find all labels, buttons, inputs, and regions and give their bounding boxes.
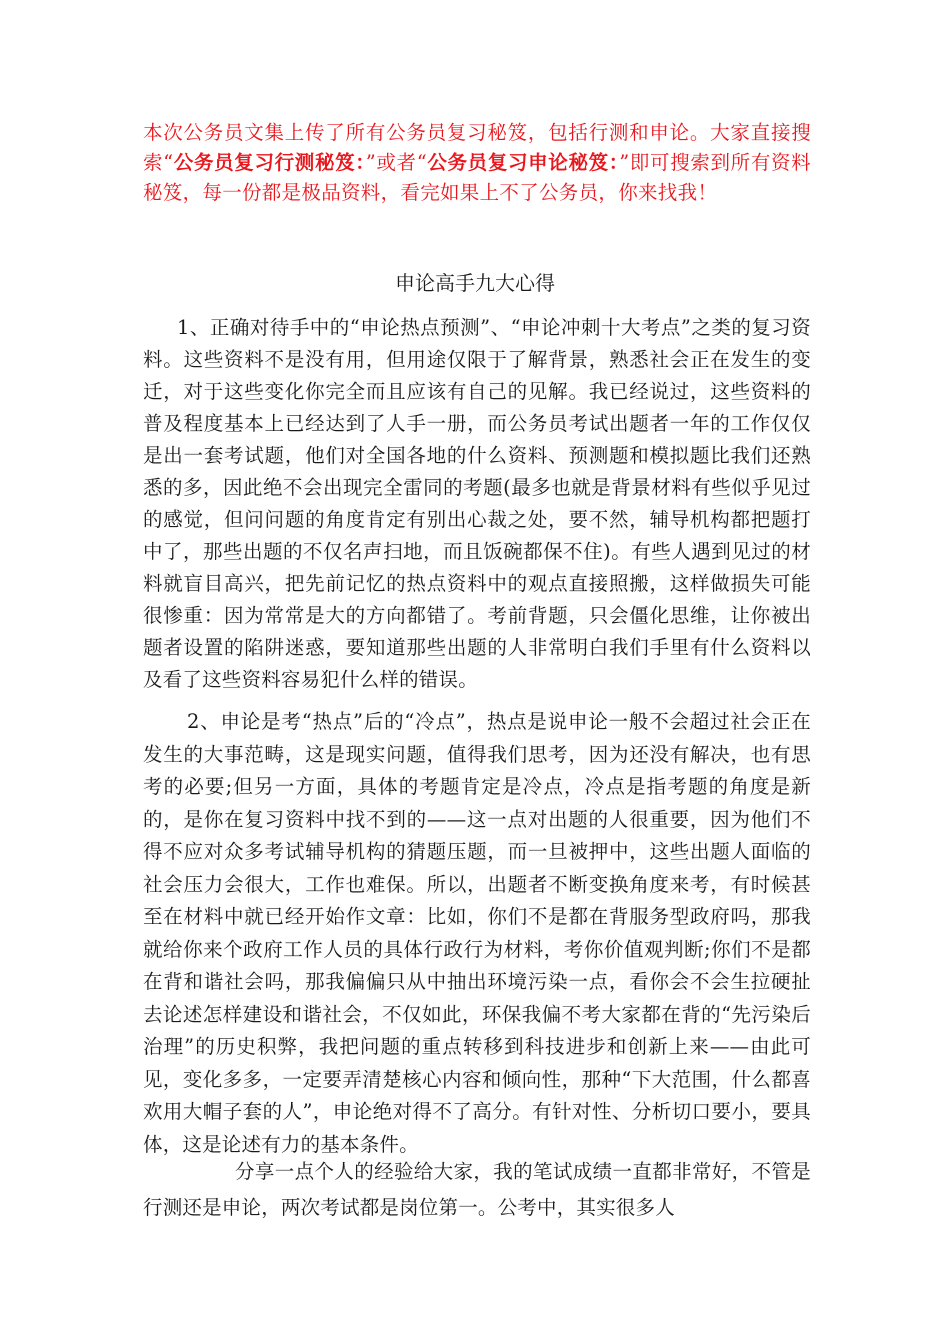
- paragraph-1: 1、正确对待手中的“申论热点预测”、“申论冲刺十大考点”之类的复习资料。这些资料不是没有用，但用途仅限于了解背景，熟悉社会正在发生的变迁，对于这些变化你完全而且应该有自己的见解。我已经说过，这些资料的普及程度基本上已经达到了人手一册，而公务员考试出题者一年的工作仅仅是出一套考试题，他们对全国各地的什么资料、预测题和模拟题比我们还熟悉的多，因此绝不会出现完全雷同的考题(最多也就是背景材料有些似乎见过的感觉，但问问题的角度肯定有别出心裁之处，要不然，辅导机构都把题打中了，那些出题的不仅名声扫地，而且饭碗都保不住)。有些人遇到见过的材料就盲目高兴，把先前记忆的热点资料中的观点直接照搬，这样做损失可能很惨重：因为常常是大的方向都错了。考前背题，只会僵化思维，让你被出题者设置的陷阱迷惑，要知道那些出题的人非常明白我们手里有什么资料以及看了这些资料容易犯什么样的错误。: [143, 316, 811, 691]
- notice-text-1: 本次公务员文集上传了所有公务员复习秘笈，包括行测和申论。大家直接搜索: [143, 121, 811, 174]
- paragraph-2: 2、申论是考“热点”后的“冷点”，热点是说申论一般不会超过社会正在发生的大事范畴，这是现实问题，值得我们思考，因为还没有解决，也有思考的必要;但另一方面，具体的考题肯定是冷点，冷点是指考题的角度是新的，是你在复习资料中找不到的——这一点对出题的人很重要，因为他们不得不应对众多考试辅导机构的猜题压题，而一旦被押中，这些出题人面临的社会压力会很大，工作也难保。所以，出题者不断变换角度来考，有时候甚至在材料中就已经开始作文章：比如，你们不是都在背服务型政府吗，那我就给你来个政府工作人员的具体行政行为材料，考你价值观判断;你们不是都在背和谐社会吗，那我偏偏只从中抽出环境污染一点，看你会不会生拉硬扯去论述怎样建设和谐社会，不仅如此，环保我偏不考大家都在背的“先污染后治理”的历史积弊，我把问题的重点转移到科技进步和创新上来——由此可见，变化多多，一定要弄清楚核心内容和倾向性，那种“下大范围，什么都喜欢用大帽子套的人”，申论绝对得不了高分。有针对性、分析切口要小，要具体，这是论述有力的基本条件。: [143, 710, 811, 1156]
- paragraph-3: 分享一点个人的经验给大家，我的笔试成绩一直都非常好，不管是行测还是申论，两次考试都是岗位第一。公考中，其实很多人: [143, 1160, 811, 1219]
- notice-connector: 或者: [375, 151, 417, 174]
- document-title: 申论高手九大心得: [395, 271, 555, 295]
- promo-notice: 本次公务员文集上传了所有公务员复习秘笈，包括行测和申论。大家直接搜索“公务员复习行测秘笈：”或者“公务员复习申论秘笈：”即可搜索到所有资料秘笈，每一份都是极品资料，看完如果上不了公务员，你来找我！: [143, 121, 811, 204]
- search-keyword-shenlun: 公务员复习申论秘笈：: [426, 151, 620, 174]
- notice-text-2: 即可搜索到所有资料秘笈，每一份都是极品资料，看完如果上不了公务员，你来找我！: [143, 151, 811, 204]
- search-keyword-xingce: 公务员复习行测秘笈：: [173, 151, 366, 174]
